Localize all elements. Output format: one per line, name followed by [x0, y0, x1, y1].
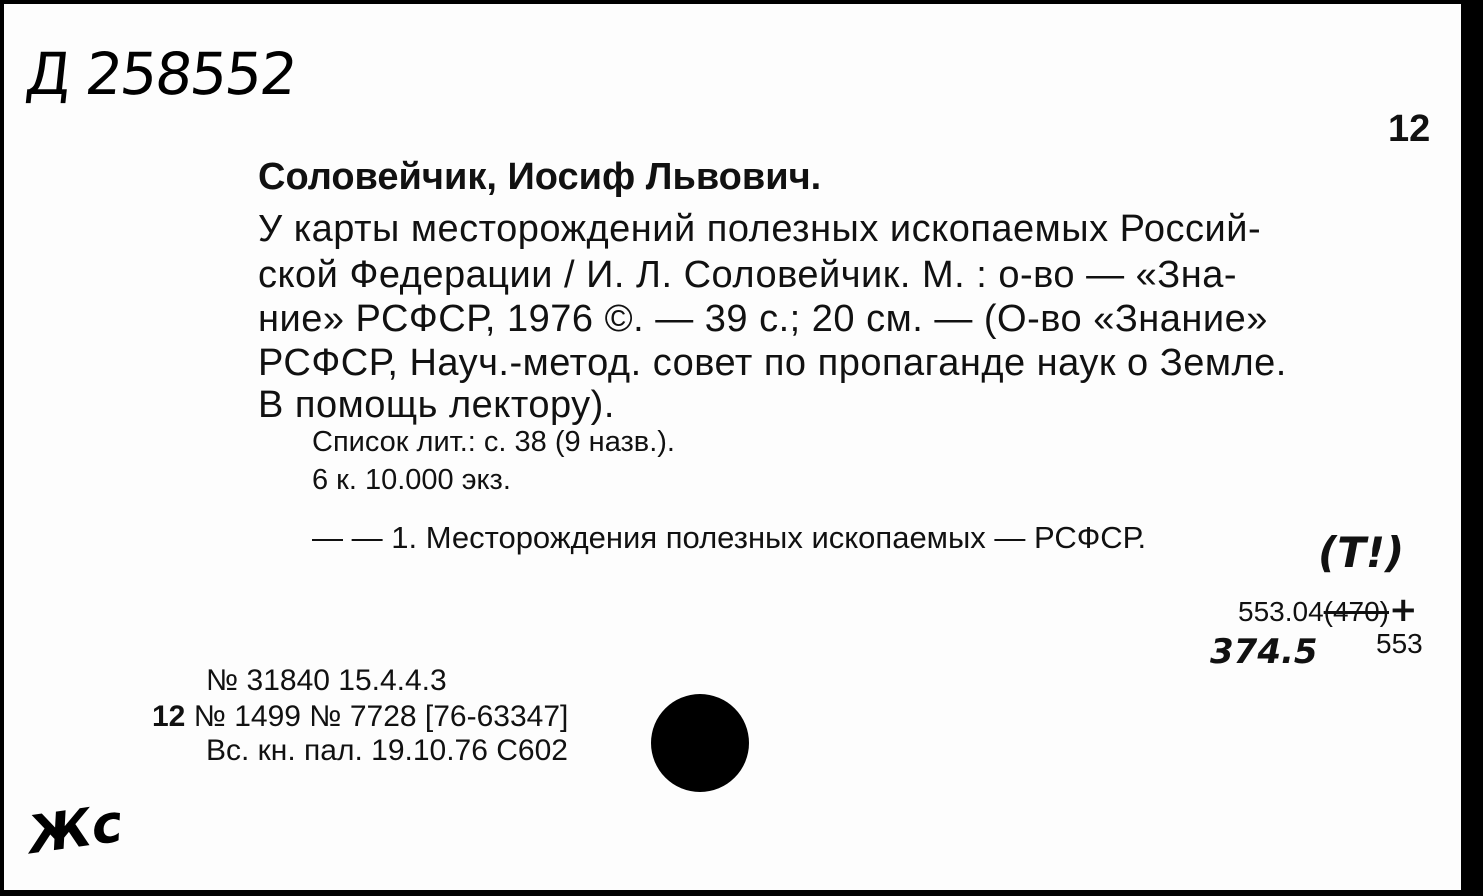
struck-classification-code: (470): [1323, 596, 1390, 627]
card-left-edge: [0, 0, 4, 896]
card-number: 12: [1388, 108, 1431, 150]
description-line-4: РСФСР, Науч.-метод. совет по пропаганде наук о Земле.: [258, 342, 1287, 384]
price-print-run-note: 6 к. 10.000 экз.: [312, 464, 511, 496]
description-line-1: У карты месторождений полезных ископаемых Россий-: [258, 208, 1262, 250]
handwritten-plus-mark: +: [1389, 590, 1418, 630]
handwritten-mark-top: (Т!): [1318, 528, 1405, 577]
subject-entry: — — 1. Месторождения полезных ископаемых — РСФСР.: [312, 520, 1147, 555]
secondary-classification-code: 553: [1376, 628, 1423, 659]
classification-code-line: [1238, 590, 1418, 630]
author-heading: Соловейчик, Иосиф Львович.: [258, 156, 822, 198]
card-right-edge: [1461, 0, 1483, 896]
stats-line-1: № 31840 15.4.4.3: [206, 664, 447, 697]
stats-line-2-text: № 1499 № 7728 [76-63347]: [193, 700, 569, 733]
classification-code: 553.04: [1238, 596, 1324, 627]
stats-line-3: Вс. кн. пал. 19.10.76 С602: [206, 734, 568, 767]
card-top-edge: [0, 0, 1483, 4]
description-line-5: В помощь лектору).: [258, 384, 615, 426]
stats-line-2-prefix: 12: [152, 700, 186, 733]
handwritten-class-code: 374.5: [1210, 632, 1318, 672]
description-line-2: ской Федерации / И. Л. Соловейчик. М. : о-во — «Зна-: [258, 254, 1238, 296]
handwritten-inventory-id: Д 258552: [22, 40, 299, 108]
stats-line-2: [152, 700, 568, 734]
punch-hole: [651, 694, 749, 792]
card-bottom-edge: [0, 890, 1483, 896]
bibliography-note: Список лит.: с. 38 (9 назв.).: [312, 426, 675, 458]
description-line-3: ние» РСФСР, 1976 ©. — 39 с.; 20 см. — (О-во «Знание»: [258, 298, 1268, 340]
handwritten-corner-mark: Жс: [24, 793, 127, 867]
